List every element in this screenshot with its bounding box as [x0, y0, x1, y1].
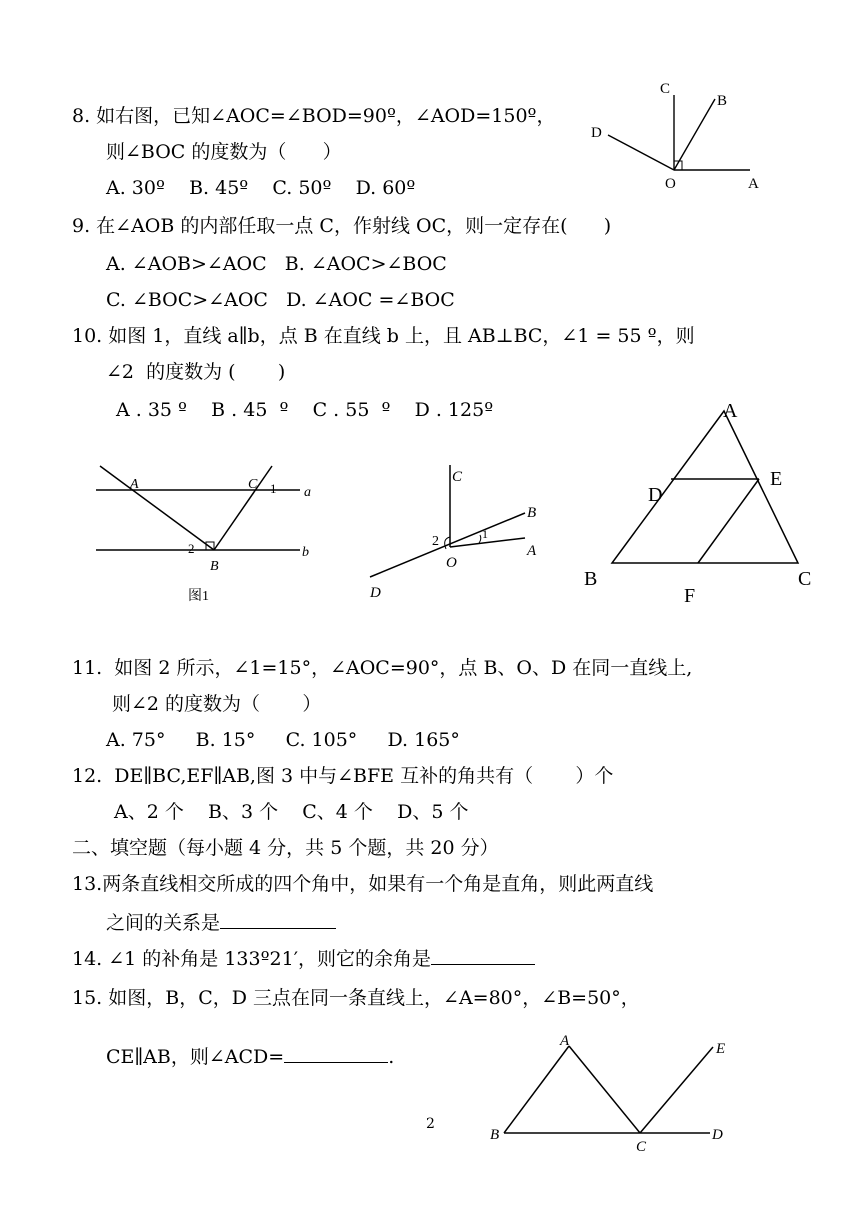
q8-line1: 8. 如右图，已知∠AOC=∠BOD=90º，∠AOD=150º， [72, 105, 556, 127]
q10-options: A . 35 º B . 45 º C . 55 º D . 125º [116, 399, 494, 421]
angle-1-arc [479, 535, 481, 543]
figure-q8 [580, 75, 780, 200]
segment-bc [214, 466, 272, 550]
q12-line1: 12. DE∥BC,EF∥AB,图 3 中与∠BFE 互补的角共有（ ）个 [72, 765, 614, 787]
ray-ce [640, 1047, 713, 1133]
label-angle-1: 1 [270, 481, 277, 496]
ray-ob [674, 99, 715, 170]
label-c: C [798, 568, 812, 590]
label-b: B [717, 93, 728, 109]
label-d: D [591, 125, 602, 141]
q15-line2 [106, 1044, 394, 1069]
q15-line1: 15. 如图，B，C，D 三点在同一条直线上，∠A=80°，∠B=50°， [72, 987, 640, 1009]
label-d: D [648, 484, 663, 506]
ray-od [608, 135, 674, 170]
q11-line1: 11. 如图 2 所示，∠1=15°，∠AOC=90°，点 B、O、D 在同一直线上, [72, 657, 693, 679]
label-angle-2: 2 [432, 534, 439, 549]
angle-2-arc [445, 537, 450, 549]
section-2-title: 二、填空题（每小题 4 分，共 5 个题，共 20 分） [72, 837, 499, 859]
label-angle-1: 1 [482, 527, 488, 541]
label-a-point: A [130, 477, 139, 492]
q10-line1: 10. 如图 1，直线 a∥b，点 B 在直线 b 上，且 AB⊥BC，∠1 = 55 º，则 [72, 325, 695, 347]
label-b: B [490, 1127, 500, 1143]
page-number: 2 [426, 1116, 435, 1132]
label-d: D [370, 585, 381, 601]
q13-answer-blank[interactable] [220, 910, 336, 929]
q12-options: A、2 个 B、3 个 C、4 个 D、5 个 [114, 801, 469, 823]
q9-line3: C. ∠BOC>∠AOC D. ∠AOC =∠BOC [106, 289, 455, 311]
label-angle-2: 2 [188, 541, 195, 556]
figure-1 [90, 460, 330, 610]
q15-period: . [388, 1046, 395, 1068]
label-a: A [527, 543, 537, 559]
label-b-point: B [210, 559, 219, 574]
label-e: E [770, 468, 783, 490]
label-line-b: b [302, 545, 309, 560]
label-c: C [660, 81, 671, 97]
label-c: C [452, 469, 463, 485]
q9-line2: A. ∠AOB>∠AOC B. ∠AOC>∠BOC [106, 253, 447, 275]
label-d: D [712, 1127, 723, 1143]
label-line-a: a [304, 485, 311, 500]
label-o: O [446, 555, 457, 571]
label-a: A [560, 1033, 570, 1049]
q10-line2: ∠2 的度数为 ( ) [106, 361, 286, 383]
q13-line2 [106, 910, 336, 935]
q8-options: A. 30º B. 45º C. 50º D. 60º [106, 177, 416, 199]
q9-line1: 9. 在∠AOB 的内部任取一点 C，作射线 OC，则一定存在( ) [72, 215, 612, 237]
figure-2 [360, 455, 560, 605]
label-c: C [636, 1139, 647, 1155]
q14-answer-blank[interactable] [431, 946, 535, 965]
label-c-point: C [248, 477, 258, 492]
q13-line1: 13.两条直线相交所成的四个角中，如果有一个角是直角，则此两直线 [72, 873, 654, 895]
figure-1-caption: 图1 [188, 589, 209, 604]
figure-q15 [484, 1030, 734, 1160]
label-a: A [723, 400, 738, 422]
label-b: B [584, 568, 598, 590]
segment-ef [698, 479, 759, 563]
q15-answer-blank[interactable] [284, 1044, 388, 1063]
label-a: A [748, 176, 759, 192]
label-f: F [684, 585, 696, 607]
q13-line2-text: 之间的关系是 [106, 912, 221, 934]
figure-3 [580, 395, 820, 615]
segment-ac [569, 1046, 640, 1133]
label-b: B [527, 505, 537, 521]
q14-line1 [72, 946, 535, 971]
q15-line2-text: CE∥AB，则∠ACD= [106, 1046, 285, 1068]
label-e: E [716, 1041, 726, 1057]
segment-ab [100, 466, 214, 550]
q11-options: A. 75° B. 15° C. 105° D. 165° [106, 729, 460, 751]
label-o: O [665, 176, 676, 192]
segment-ab [504, 1046, 569, 1133]
q8-line2: 则∠BOC 的度数为（ ） [106, 141, 342, 163]
q14-line1-text: 14. ∠1 的补角是 133º21′，则它的余角是 [72, 948, 432, 970]
q11-line2: 则∠2 的度数为（ ） [112, 693, 322, 715]
